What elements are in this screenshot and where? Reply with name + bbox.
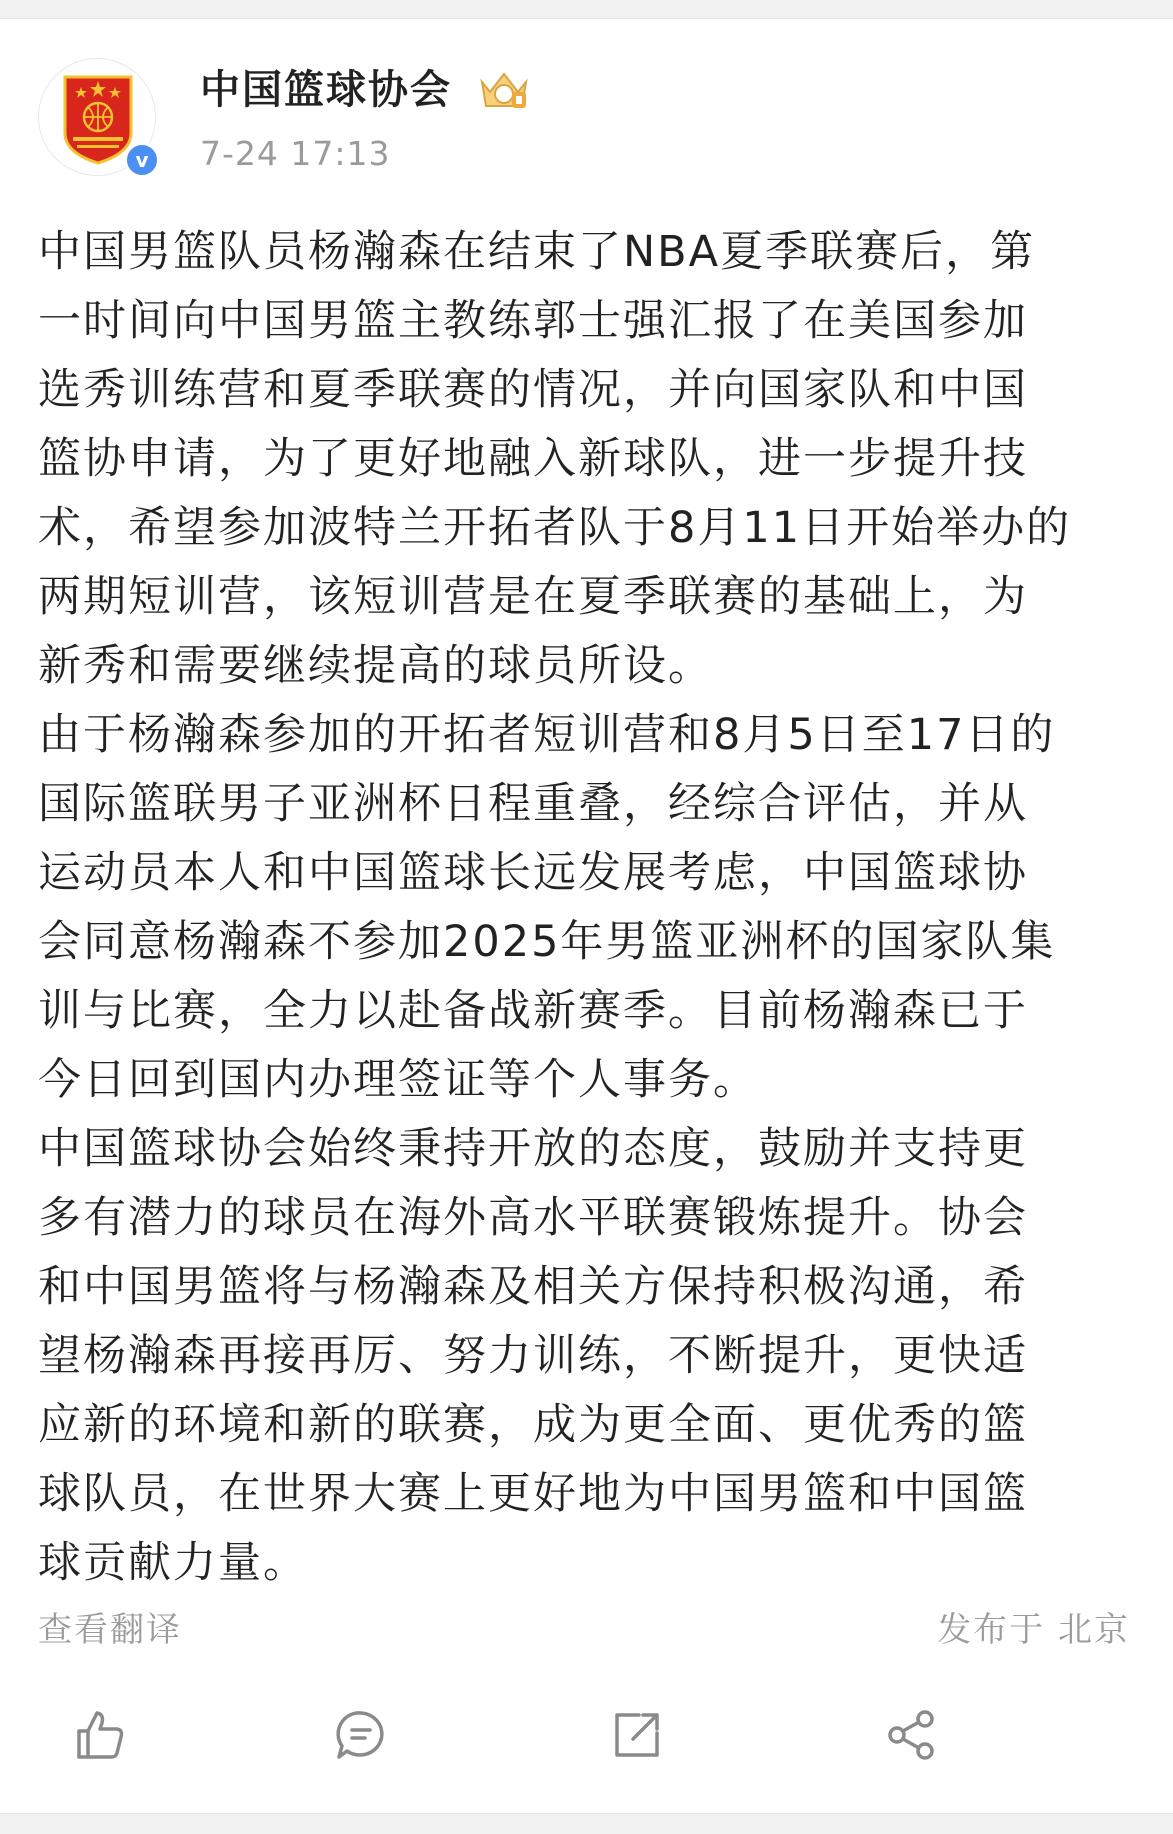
translate-link[interactable]: 查看翻译 <box>38 1610 182 1650</box>
repost-icon <box>609 1707 665 1763</box>
action-bar <box>0 1700 1173 1770</box>
location-label: 发布于 北京 <box>937 1610 1130 1650</box>
comment-button[interactable] <box>326 1700 396 1770</box>
crown-badge-icon <box>476 68 532 112</box>
post-header <box>38 58 1138 188</box>
bottom-divider <box>0 1813 1173 1834</box>
post-body <box>38 218 1138 1598</box>
thumbs-up-icon <box>73 1707 129 1763</box>
share-button[interactable] <box>876 1700 946 1770</box>
share-icon <box>883 1707 939 1763</box>
paragraph: 中国篮球协会始终秉持开放的态度，鼓励并支持更 多有潜力的球员在海外高水平联赛锻炼提升。协会 和中国男篮将与杨瀚森及相关方保持积极沟通，希 望杨瀚森再接再厉、努力训练，不断提升，更快适 应新的环境和新的联赛，成为更全面、更优秀的篮 球队员，在世界大赛上更好地为中国男篮和中国篮 球贡献力量。 <box>38 1124 1028 1588</box>
like-button[interactable] <box>66 1700 136 1770</box>
post-timestamp: 7-24 17:13 <box>200 134 391 173</box>
post-meta-row <box>38 1602 1130 1652</box>
paragraph: 由于杨瀚森参加的开拓者短训营和8月5日至17日的 国际篮联男子亚洲杯日程重叠，经综合评估，并从 运动员本人和中国篮球长远发展考虑，中国篮球协 会同意杨瀚森不参加2025年男篮亚洲杯的国家队集 训与比赛，全力以赴备战新赛季。目前杨瀚森已于 今日回到国内办理签证等个人事务。 <box>38 710 1056 1105</box>
top-divider <box>0 0 1173 19</box>
paragraph: 中国男篮队员杨瀚森在结束了NBA夏季联赛后，第 一时间向中国男篮主教练郭士强汇报了在美国参加 选秀训练营和夏季联赛的情况，并向国家队和中国 篮协申请，为了更好地融入新球队，进一步提升技 术，希望参加波特兰开拓者队于8月11日开始举办的 两期短训营，该短训营是在夏季联赛的基础上，为 新秀和需要继续提高的球员所设。 <box>38 227 1072 691</box>
author-name[interactable]: 中国篮球协会 <box>200 67 452 113</box>
verified-badge: v <box>124 142 160 178</box>
comment-icon <box>333 1707 389 1763</box>
repost-button[interactable] <box>602 1700 672 1770</box>
